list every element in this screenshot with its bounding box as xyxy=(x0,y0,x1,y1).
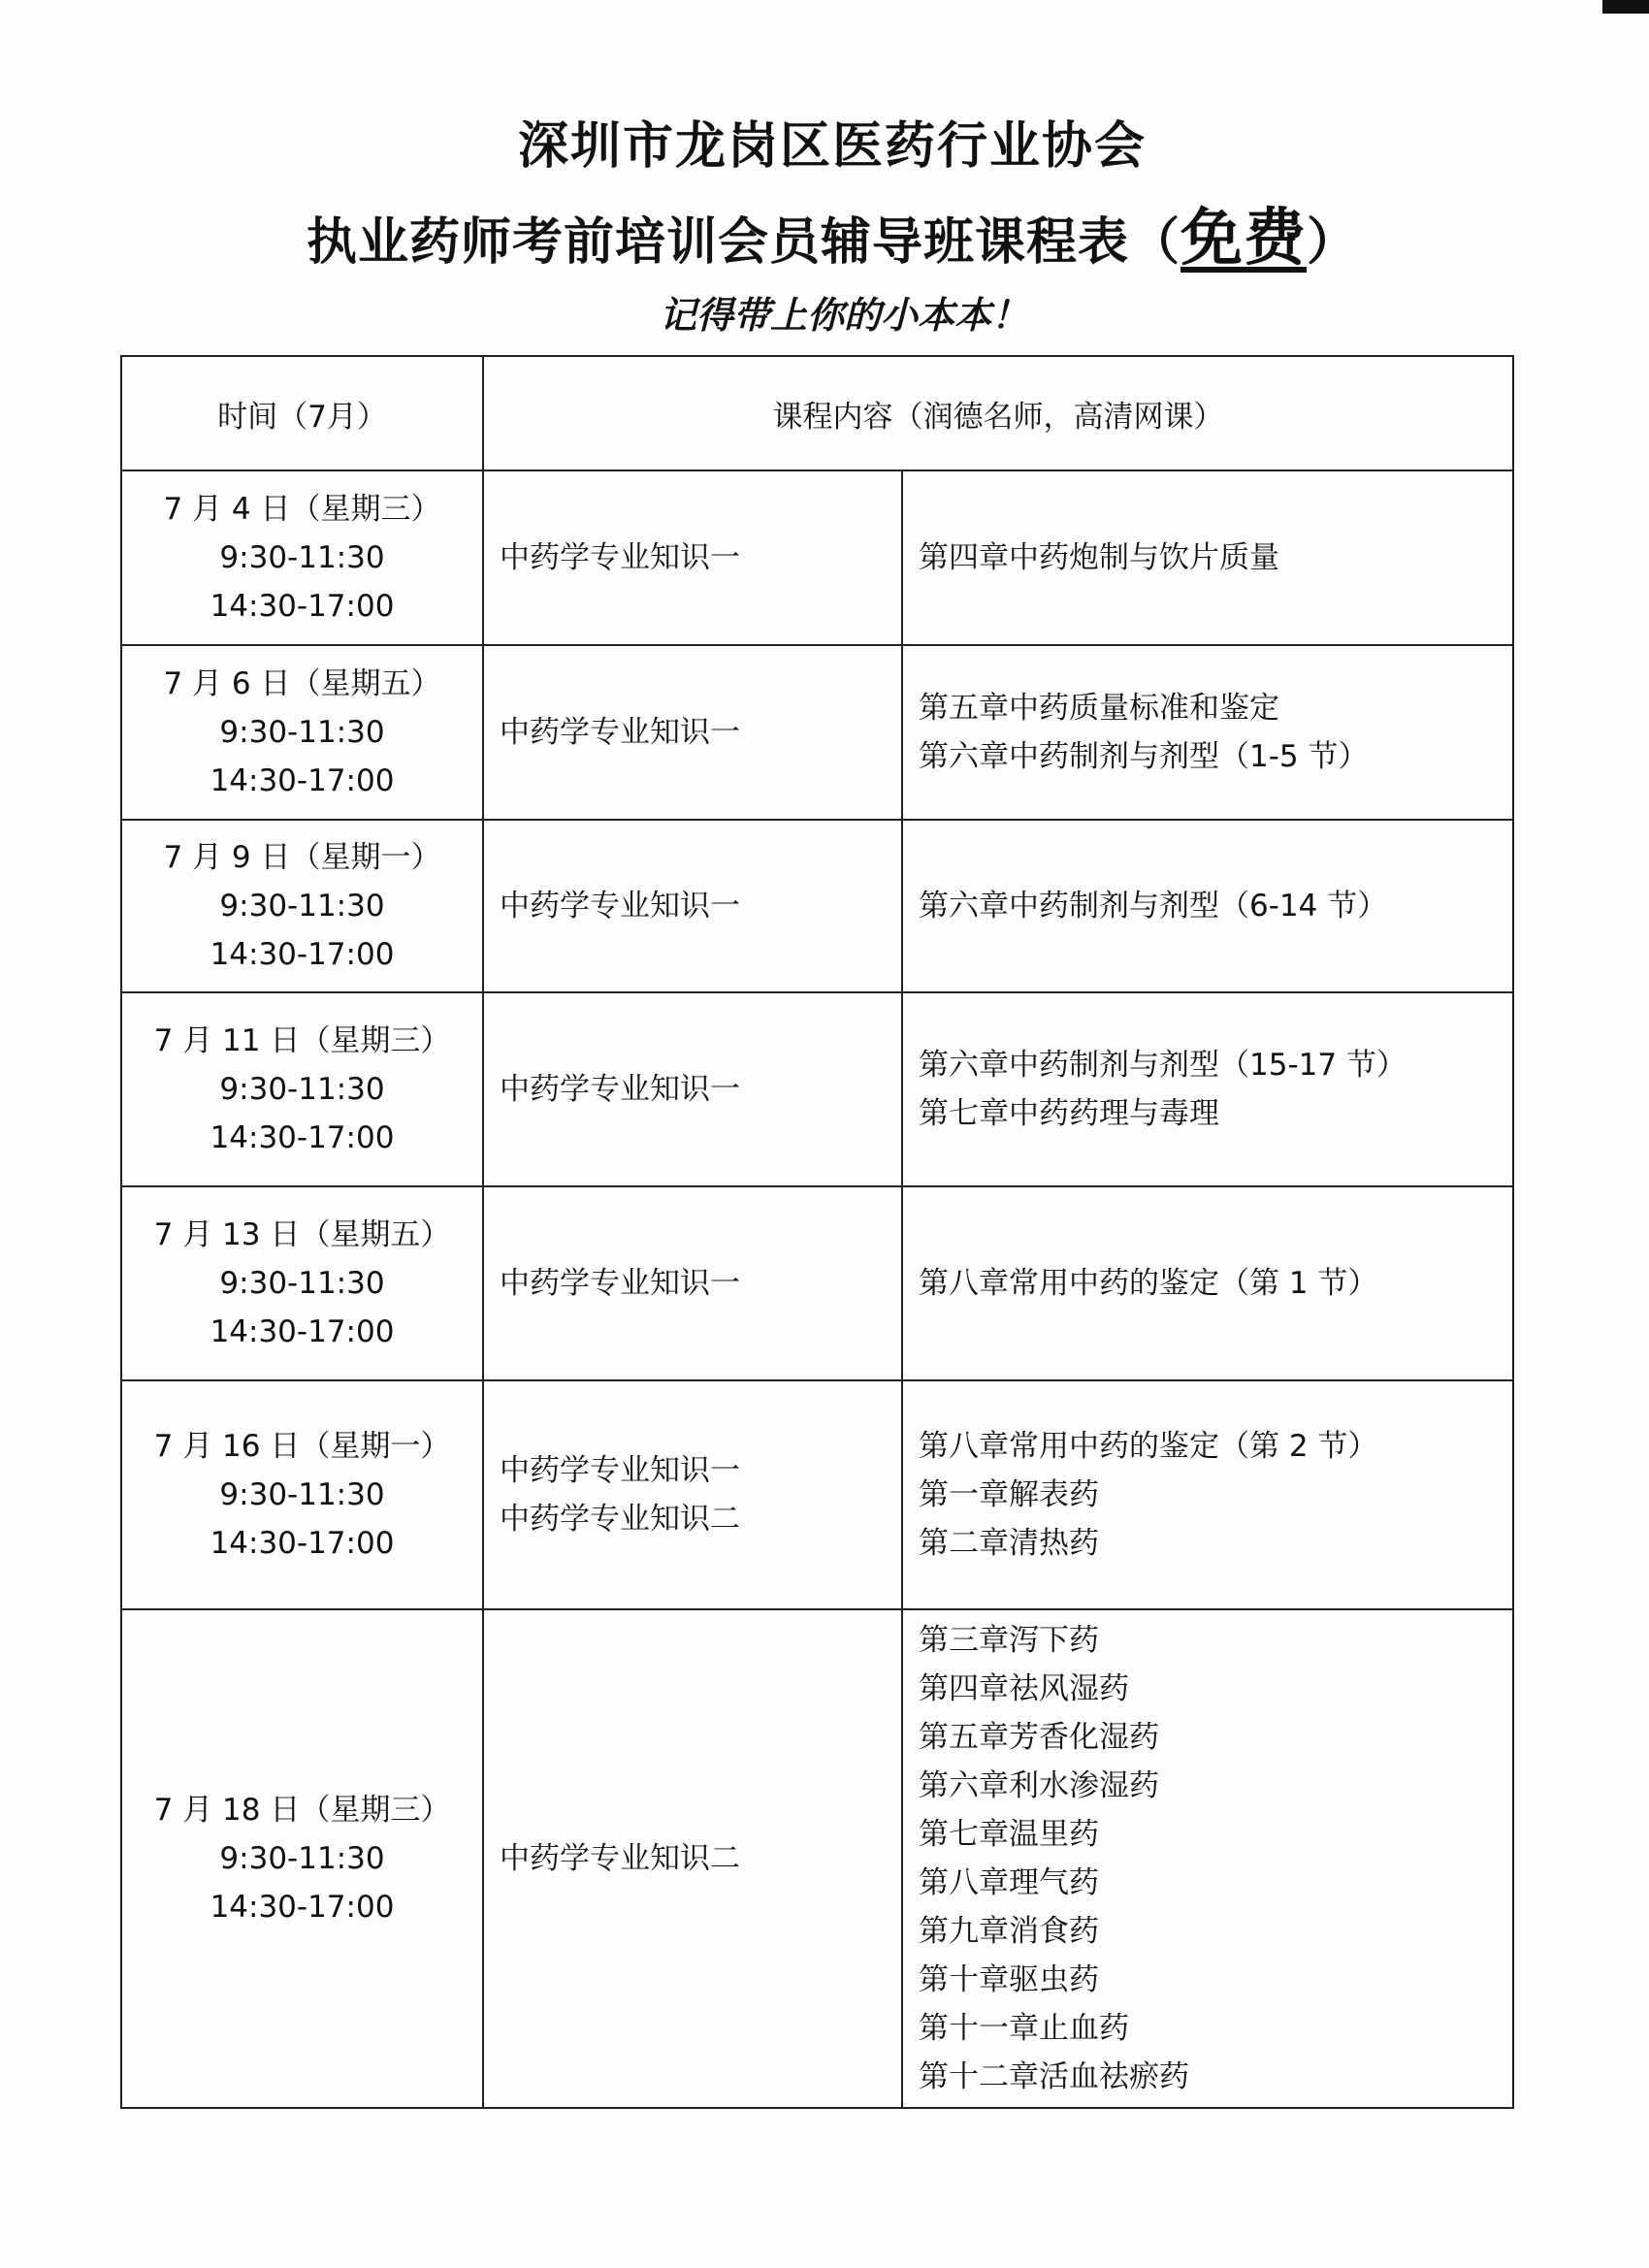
afternoon-time: 14:30-17:00 xyxy=(210,1890,395,1925)
table-header-row xyxy=(121,356,1513,470)
free-label: 免费 xyxy=(1180,202,1307,275)
morning-time: 9:30-11:30 xyxy=(219,1266,385,1301)
subject-cell xyxy=(483,1609,902,2108)
chapter-item: 第十一章止血药 xyxy=(919,2011,1129,2046)
chapter-item: 第六章中药制剂与剂型（6-14 节） xyxy=(919,889,1388,923)
document-header xyxy=(0,114,1649,340)
chapter-item: 第六章中药制剂与剂型（15-17 节） xyxy=(919,1048,1406,1083)
session-date-cell xyxy=(121,1380,483,1609)
table-row xyxy=(121,1186,1513,1380)
schedule-title-suffix: ） xyxy=(1307,212,1359,272)
session-date: 7 月 13 日（星期五） xyxy=(153,1217,451,1252)
subject-name: 中药学专业知识一 xyxy=(500,1072,740,1107)
subject-cell xyxy=(483,1186,902,1380)
session-date-cell xyxy=(121,645,483,820)
subject-cell xyxy=(483,992,902,1186)
afternoon-time: 14:30-17:00 xyxy=(210,589,395,624)
subject-name: 中药学专业知识一 xyxy=(500,1266,740,1301)
morning-time: 9:30-11:30 xyxy=(219,1477,385,1512)
chapter-list-cell xyxy=(902,1186,1513,1380)
schedule-body xyxy=(121,470,1513,2108)
chapter-item: 第六章中药制剂与剂型（1-5 节） xyxy=(919,739,1369,774)
session-date: 7 月 6 日（星期五） xyxy=(163,666,441,701)
subject-cell xyxy=(483,1380,902,1609)
morning-time: 9:30-11:30 xyxy=(219,540,385,575)
session-date-cell xyxy=(121,1186,483,1380)
chapter-item: 第八章理气药 xyxy=(919,1865,1099,1900)
table-row xyxy=(121,1380,1513,1609)
chapter-list-cell xyxy=(902,1609,1513,2108)
afternoon-time: 14:30-17:00 xyxy=(210,1526,395,1561)
subject-name: 中药学专业知识一 xyxy=(500,1453,740,1488)
session-date: 7 月 18 日（星期三） xyxy=(153,1793,451,1828)
table-row xyxy=(121,470,1513,645)
chapter-item: 第七章中药药理与毒理 xyxy=(919,1096,1219,1131)
association-title: 深圳市龙岗区医药行业协会 xyxy=(517,116,1147,176)
chapter-item: 第十章驱虫药 xyxy=(919,1962,1099,1997)
schedule-title xyxy=(0,200,1649,281)
session-date-cell xyxy=(121,820,483,992)
morning-time: 9:30-11:30 xyxy=(219,715,385,750)
content-column-header: 课程内容（润德名师，高清网课） xyxy=(483,356,1513,470)
course-schedule-table xyxy=(120,355,1514,2109)
chapter-item: 第十二章活血祛瘀药 xyxy=(919,2059,1189,2094)
chapter-item: 第六章利水渗湿药 xyxy=(919,1768,1159,1803)
subject-cell xyxy=(483,645,902,820)
chapter-item: 第五章芳香化湿药 xyxy=(919,1720,1159,1755)
chapter-item: 第三章泻下药 xyxy=(919,1623,1099,1658)
table-row xyxy=(121,820,1513,992)
chapter-item: 第二章清热药 xyxy=(919,1526,1099,1561)
chapter-list-cell xyxy=(902,992,1513,1186)
tagline: 记得带上你的小本本！ xyxy=(659,293,1028,337)
session-date-cell xyxy=(121,992,483,1186)
chapter-item: 第八章常用中药的鉴定（第 1 节） xyxy=(919,1266,1378,1301)
subject-cell xyxy=(483,820,902,992)
morning-time: 9:30-11:30 xyxy=(219,1841,385,1876)
subject-cell xyxy=(483,470,902,645)
subject-name: 中药学专业知识一 xyxy=(500,540,740,575)
table-row xyxy=(121,992,1513,1186)
subject-name: 中药学专业知识一 xyxy=(500,889,740,923)
session-date: 7 月 9 日（星期一） xyxy=(163,840,441,875)
morning-time: 9:30-11:30 xyxy=(219,1072,385,1107)
chapter-item: 第一章解表药 xyxy=(919,1477,1099,1512)
chapter-item: 第八章常用中药的鉴定（第 2 节） xyxy=(919,1429,1378,1464)
table-row xyxy=(121,645,1513,820)
session-date: 7 月 16 日（星期一） xyxy=(153,1429,451,1464)
session-date-cell xyxy=(121,470,483,645)
session-date: 7 月 11 日（星期三） xyxy=(153,1023,451,1058)
chapter-item: 第七章温里药 xyxy=(919,1817,1099,1852)
chapter-item: 第九章消食药 xyxy=(919,1914,1099,1949)
table-row xyxy=(121,1609,1513,2108)
chapter-list-cell xyxy=(902,1380,1513,1609)
scan-edge-mark xyxy=(1602,0,1649,14)
session-date: 7 月 4 日（星期三） xyxy=(163,492,441,527)
morning-time: 9:30-11:30 xyxy=(219,889,385,923)
subject-name: 中药学专业知识二 xyxy=(500,1502,740,1537)
subject-name: 中药学专业知识二 xyxy=(500,1841,740,1876)
session-date-cell xyxy=(121,1609,483,2108)
subject-name: 中药学专业知识一 xyxy=(500,715,740,750)
chapter-item: 第四章中药炮制与饮片质量 xyxy=(919,540,1279,575)
afternoon-time: 14:30-17:00 xyxy=(210,763,395,798)
chapter-list-cell xyxy=(902,820,1513,992)
chapter-list-cell xyxy=(902,470,1513,645)
afternoon-time: 14:30-17:00 xyxy=(210,1120,395,1155)
chapter-list-cell xyxy=(902,645,1513,820)
time-column-header: 时间（7月） xyxy=(121,356,483,470)
afternoon-time: 14:30-17:00 xyxy=(210,937,395,972)
chapter-item: 第四章祛风湿药 xyxy=(919,1671,1129,1706)
schedule-title-prefix: 执业药师考前培训会员辅导班课程表（ xyxy=(306,212,1180,272)
chapter-item: 第五章中药质量标准和鉴定 xyxy=(919,691,1279,726)
afternoon-time: 14:30-17:00 xyxy=(210,1314,395,1349)
